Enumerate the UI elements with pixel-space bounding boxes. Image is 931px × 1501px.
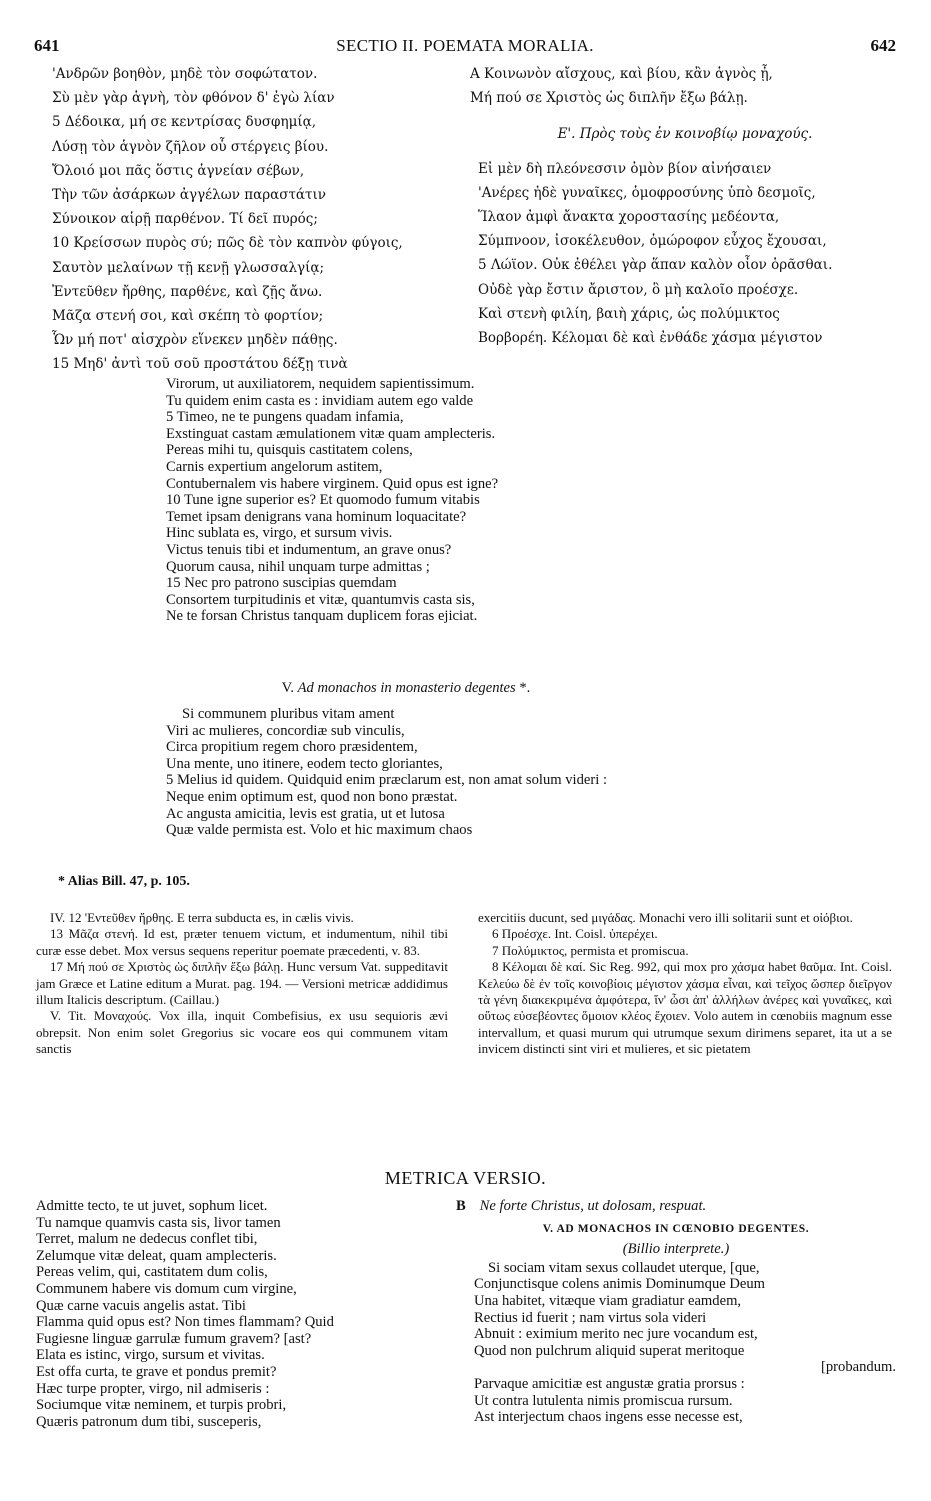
latin-verse-line: Ne te forsan Christus tanquam duplicem foras ejiciat. bbox=[166, 608, 478, 625]
latin-poem-heading bbox=[166, 680, 646, 697]
metrical-verse-line: Quæris patronum dum tibi, susceperis, bbox=[36, 1413, 262, 1430]
metrical-version-left bbox=[36, 1198, 456, 1430]
page-number-left: 641 bbox=[34, 36, 60, 55]
greek-poem-heading: Ε'. Πρὸς τοὺς ἐν κοινοβίῳ μοναχούς. bbox=[557, 126, 813, 143]
latin-verse-line: 15 Nec pro patrono suscipias quemdam bbox=[166, 575, 397, 592]
latin-heading-prefix: V. bbox=[281, 680, 298, 696]
page-number-right: 642 bbox=[870, 36, 896, 55]
metrical-verse-line: Una habitet, vitæque viam gradiatur eamdem, bbox=[474, 1292, 742, 1309]
latin-verse-line: Exstinguat castam æmulationem vitæ quam amplecteris. bbox=[166, 425, 496, 442]
metrical-verse-line: Admitte tecto, te ut juvet, sophum licet. bbox=[36, 1198, 268, 1214]
metrical-verse-line: Terret, malum ne dedecus conflet tibi, bbox=[36, 1231, 258, 1248]
commentary-note: V. Tit. Μοναχούς. Vox illa, inquit Combefisius, ex usu sequioris ævi obrepsit. Non enim solet Gregorius sic vocare eos qui communem vitam sanctis bbox=[36, 1008, 448, 1057]
greek-verse-line: 10 Κρείσσων πυρὸς σύ; πῶς δὲ τὸν καπνὸν φύγοις, bbox=[52, 235, 403, 252]
greek-verse-line: Λύσῃ τὸν ἁγνὸν ζῆλον οὗ στέργεις βίου. bbox=[52, 138, 329, 155]
metrical-verse-line: Tu namque quamvis casta sis, livor tamen bbox=[36, 1214, 281, 1231]
metrical-verse-line: [probandum. bbox=[821, 1359, 896, 1376]
commentary-note: 8 Κέλομαι δὲ καί. Sic Reg. 992, qui mox pro χάσμα habet θαῦμα. Int. Coisl. Κελεύω δὲ ἐν τοῖς κοινοβίοις μέγιστον χάσμα εἶναι, καὶ τεῖχος ὥσπερ διεῖργον τὰ γένη διακεκριμένα ἀμφότερα, ἵν' ὦσι ἀπ' ἀλλήλων ἀνέρες καὶ γυναῖκες, καὶ οὕτως εὐσεβέοντες ὅμοιον κλέος ἔχοιεν. Volo autem in cœnobiis magnum esse intervallum, et quasi murum qui utrumque sexum dirimens separet, ita ut a se invicem distincti sint viri et mulieres, et sic pietatem bbox=[478, 959, 892, 1057]
latin-verse-line: Hinc sublata es, virgo, et sursum vivis. bbox=[166, 525, 393, 542]
greek-verse-line: 'Ανδρῶν βοηθὸν, μηδὲ τὸν σοφώτατον. bbox=[52, 66, 318, 82]
greek-verse-line: Ἐντεῦθεν ἤρθης, παρθένε, καὶ ζῇς ἄνω. bbox=[52, 283, 323, 300]
greek-verse-line: Οὐδὲ γὰρ ἔστιν ἄριστον, ὃ μὴ καλοῖο προέσχε. bbox=[478, 281, 799, 298]
metrical-verse-line: Flamma quid opus est? Non times flammam? Quid bbox=[36, 1314, 334, 1331]
latin-heading-suffix: *. bbox=[515, 680, 531, 696]
greek-verse-line: Βορβορέη. Κέλομαι δὲ καὶ ἐνθάδε χάσμα μέγιστον bbox=[478, 330, 823, 347]
metrical-verse-line: Quæ carne vacuis angelis astat. Tibi bbox=[36, 1297, 246, 1314]
metrical-verse-line: Quod non pulchrum aliquid superat meritoque bbox=[474, 1342, 745, 1359]
interpreter-note: (Billio interprete.) bbox=[622, 1241, 730, 1258]
metrical-verse-line: Ast interjectum chaos ingens esse necesse est, bbox=[474, 1409, 743, 1426]
metrical-verse-line: Communem habere vis domum cum virgine, bbox=[36, 1280, 297, 1297]
metrical-verse-line: Conjunctisque colens animis Dominumque Deum bbox=[474, 1276, 766, 1293]
latin-verse-line: Quæ valde permista est. Volo et hic maximum chaos bbox=[166, 822, 473, 839]
metrical-verse-line: Pereas velim, qui, castitatem dum colis, bbox=[36, 1264, 268, 1281]
latin-verse-line: Consortem turpitudinis et vitæ, quantumvis casta sis, bbox=[166, 591, 475, 608]
latin-verse-line: Ac angusta amicitia, levis est gratia, ut et lutosa bbox=[166, 805, 445, 822]
metrical-verse-line: Zelumque vitæ deleat, quam amplecteris. bbox=[36, 1247, 277, 1264]
latin-verse-line: Circa propitium regem choro præsidentem, bbox=[166, 739, 418, 756]
metrical-verse-line: Rectius id fuerit ; nam virtus sola videri bbox=[474, 1309, 707, 1326]
metrical-verse-line: Fugiesne linguæ garrulæ fumum gravem? [ast? bbox=[36, 1330, 312, 1347]
metrical-verse-line: Elata es istinc, virgo, sursum et vivitas. bbox=[36, 1347, 265, 1364]
running-header bbox=[34, 36, 896, 58]
latin-verse-line: 5 Melius id quidem. Quidquid enim præclarum est, non amat solum videri : bbox=[166, 772, 607, 789]
latin-verse-line: Victus tenuis tibi et indumentum, an grave onus? bbox=[166, 541, 452, 558]
greek-verse-line: Σαυτὸν μελαίνων τῇ κενῇ γλωσσαλγίᾳ; bbox=[52, 259, 325, 276]
greek-verse-line: Μᾶζα στενή σοι, καὶ σκέπη τὸ φορτίον; bbox=[52, 308, 324, 325]
latin-verse-line: Temet ipsam denigrans vana hominum loquacitate? bbox=[166, 508, 467, 525]
section-title: SECTIO II. POEMATA MORALIA. bbox=[336, 36, 594, 55]
latin-verse-line: Neque enim optimum est, quod non bono præstat. bbox=[166, 788, 458, 805]
greek-verse-line: Σύμπνοον, ἰσοκέλευθον, ὁμώροφον εὖχος ἔχουσαι, bbox=[478, 233, 827, 250]
metrical-poem-heading: V. AD MONACHOS IN CŒNOBIO DEGENTES. bbox=[542, 1222, 810, 1235]
commentary-note: exercitiis ducunt, sed μιγάδας. Monachi vero illi solitarii sunt et οἰόβιοι. bbox=[478, 910, 853, 925]
metrical-verse-line: Hæc turpe propter, virgo, nil admiseris : bbox=[36, 1380, 270, 1397]
metrica-versio-title: METRICA VERSIO. bbox=[384, 1168, 547, 1188]
greek-verse-line: Τὴν τῶν ἀσάρκων ἀγγέλων παραστάτιν bbox=[52, 187, 327, 204]
commentary-left-column bbox=[36, 910, 448, 1058]
commentary-right-column bbox=[478, 910, 892, 1058]
latin-verse-line: Si communem pluribus vitam ament bbox=[182, 706, 395, 722]
greek-verse-line: Εἰ μὲν δὴ πλεόνεσσιν ὁμὸν βίον αἰνήσαιεν bbox=[478, 160, 772, 177]
greek-verse-line: Καὶ στενὴ φιλίη, βαιὴ χάρις, ὡς πολύμικτος bbox=[478, 305, 780, 322]
latin-heading-title: Ad monachos in monasterio degentes bbox=[297, 680, 516, 696]
metrical-verse-line: Si sociam vitam sexus collaudet uterque, [que, bbox=[488, 1259, 760, 1276]
greek-verse-line: 'Ανέρες ἠδὲ γυναῖκες, ὁμοφροσύνης ὑπὸ δεσμοῖς, bbox=[478, 184, 816, 201]
latin-verse-line: 5 Timeo, ne te pungens quadam infamia, bbox=[166, 409, 404, 426]
greek-text-left-column bbox=[52, 62, 452, 377]
latin-verse-line: Tu quidem enim casta es : invidiam autem ego valde bbox=[166, 392, 474, 409]
commentary-note: 17 Μή πού σε Χριστὸς ὡς διπλῆν ἔξω βάλῃ. Hunc versum Vat. suppeditavit jam Græce et Latine editum a Murat. pag. 194. — Versioni metricæ addidimus illum Italicis descriptum. (Caillau.) bbox=[36, 959, 448, 1008]
greek-verse-line: Μή πού σε Χριστὸς ὡς διπλῆν ἔξω βάλῃ. bbox=[470, 90, 748, 107]
metrical-version-right bbox=[456, 1198, 896, 1426]
greek-verse-line: 15 Μηδ' ἀντὶ τοῦ σοῦ προστάτου δέξῃ τινὰ bbox=[52, 356, 348, 373]
greek-verse-line: 5 Λώϊον. Οὐκ ἐθέλει γὰρ ἅπαν καλὸν οἶον ὁρᾶσθαι. bbox=[478, 257, 833, 274]
greek-verse-line: Ὧν μή ποτ' αἰσχρὸν εἵνεκεν μηδὲν πάθῃς. bbox=[52, 332, 338, 349]
greek-text-right-column bbox=[470, 62, 900, 350]
latin-verse-line: Carnis expertium angelorum astitem, bbox=[166, 458, 383, 475]
metrical-verse-line: Est offa curta, te grave et pondus premit? bbox=[36, 1363, 277, 1380]
footnote: * Alias Bill. 47, p. 105. bbox=[58, 874, 190, 889]
metrical-verse-line: Ut contra lutulenta nimis promiscua rursum. bbox=[474, 1392, 733, 1409]
margin-letter-b: B bbox=[456, 1198, 466, 1214]
latin-verse-line: 10 Tune igne superior es? Et quomodo fumum vitabis bbox=[166, 492, 480, 509]
latin-verse-line: Viri ac mulieres, concordiæ sub vinculis, bbox=[166, 722, 405, 739]
latin-translation-block bbox=[166, 376, 846, 625]
latin-verse-line: Quorum causa, nihil unquam turpe admittas ; bbox=[166, 558, 430, 575]
latin-verse-line: Pereas mihi tu, quisquis castitatem colens, bbox=[166, 442, 413, 459]
commentary-note: 7 Πολύμικτος, permista et promiscua. bbox=[492, 942, 689, 958]
commentary-note: 13 Μᾶζα στενή. Id est, præter tenuem victum, et indumentum, nihil tibi curæ esse debet. Mox versus sequens reperitur poemate præcedenti, v. 83. bbox=[36, 926, 448, 958]
latin-verse-line: Una mente, uno itinere, eodem tecto gloriantes, bbox=[166, 755, 443, 772]
latin-verse-line: Virorum, ut auxiliatorem, nequidem sapientissimum. bbox=[166, 376, 475, 392]
metrical-verse-line: Parvaque amicitiæ est angustæ gratia prorsus : bbox=[474, 1375, 745, 1392]
metrical-verse-line: Abnuit : eximium merito nec jure vocandum est, bbox=[474, 1326, 758, 1343]
greek-verse-line: Ἵλαον ἀμφὶ ἄνακτα χοροστασίης μεδέοντα, bbox=[478, 209, 780, 226]
commentary-note: IV. 12 'Εντεῦθεν ἤρθης. E terra subducta es, in cælis vivis. bbox=[50, 910, 354, 925]
latin-translation-block-2 bbox=[166, 706, 886, 839]
latin-verse-line: Contubernalem vis habere virginem. Quid opus est igne? bbox=[166, 475, 499, 492]
greek-verse-line: Σὺ μὲν γὰρ ἁγνὴ, τὸν φθόνον δ' ἐγὼ λίαν bbox=[52, 90, 335, 107]
greek-verse-line: Σύνοικον αἱρῇ παρθένον. Τί δεῖ πυρός; bbox=[52, 211, 318, 228]
greek-verse-line: 5 Δέδοικα, μή σε κεντρίσας δυσφημίᾳ, bbox=[52, 114, 317, 131]
commentary-note: 6 Προέσχε. Int. Coisl. ὑπερέχει. bbox=[492, 926, 658, 942]
metrical-verse-line: Sociumque vitæ neminem, et turpis probri, bbox=[36, 1397, 287, 1414]
greek-verse-line: A Κοινωνὸν αἴσχους, καὶ βίου, κἂν ἁγνὸς ᾖ, bbox=[470, 66, 773, 82]
closing-verse: Ne forte Christus, ut dolosam, respuat. bbox=[479, 1198, 707, 1214]
greek-verse-line: Ὄλοιό μοι πᾶς ὅστις ἁγνείαν σέβων, bbox=[52, 162, 305, 179]
